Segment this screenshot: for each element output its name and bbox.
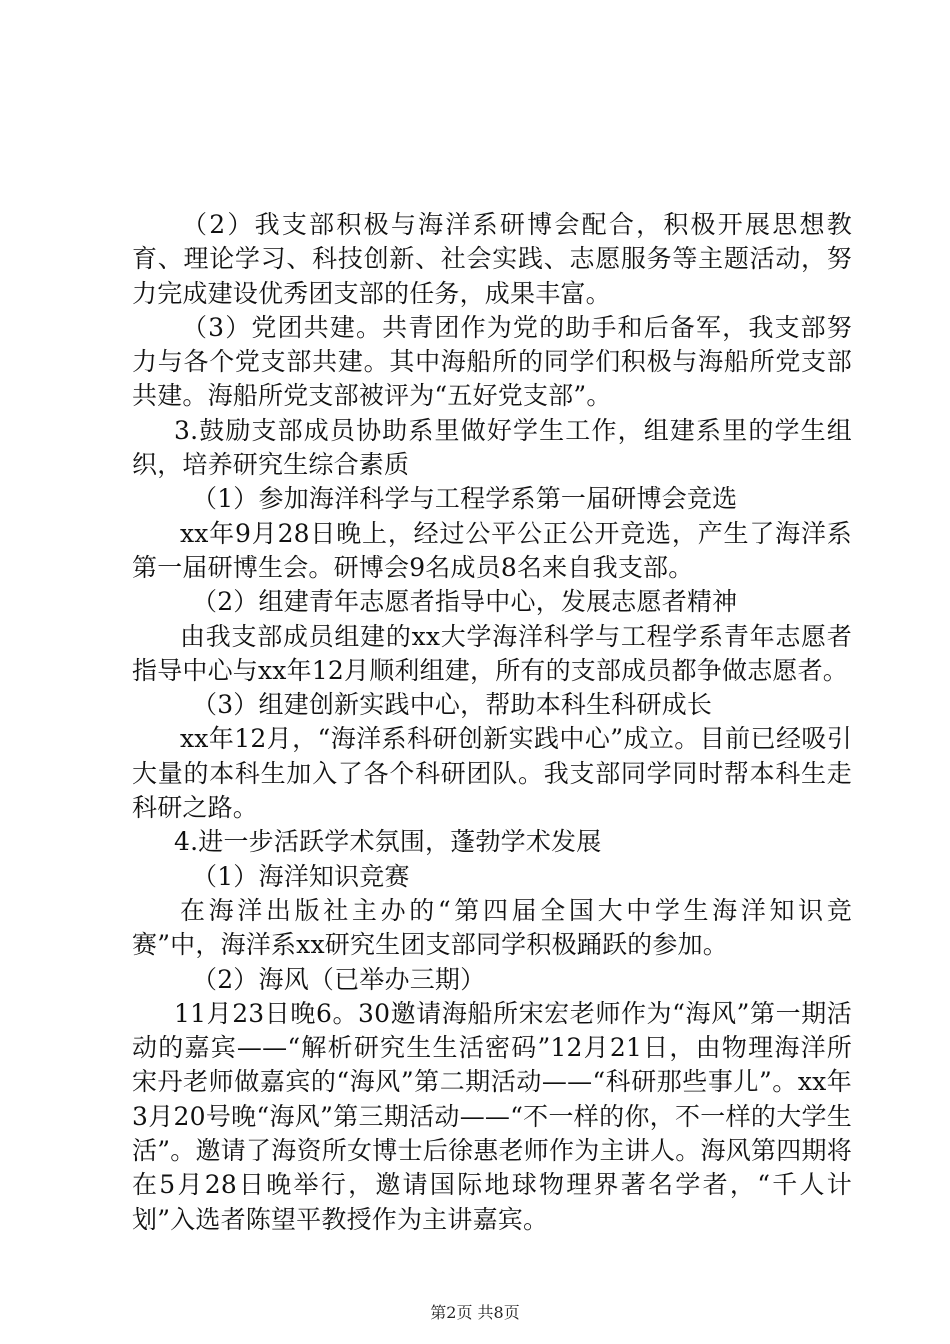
subheading-haifeng: （2）海风（已举办三期） [192,964,486,994]
subheading-ocean-quiz: （1）海洋知识竞赛 [192,861,410,891]
paragraph-haifeng: 11月23日晚6。30邀请海船所宋宏老师作为“海风”第一期活动的嘉宾——“解析研究生生活密码”12月21日，由物理海洋所宋丹老师做嘉宾的“海风”第二期活动——“科研那些事儿”。xx年3月20号晚“海风”第三期活动——“不一样的你，不一样的大学生活”。邀请了海资所女博士后徐惠老师作为主讲人。海风第四期将在5月28日晚举行，邀请国际地球物理界著名学者，“千人计划”入选者陈望平教授作为主讲嘉宾。 [132,998,852,1234]
section-heading-3: 3.鼓励支部成员协助系里做好学生工作，组建系里的学生组织，培养研究生综合素质 [132,415,852,480]
paragraph-party-league-joint-building: （3）党团共建。共青团作为党的助手和后备军，我支部努力与各个党支部共建。其中海船所的同学们积极与海船所党支部共建。海船所党支部被评为“五好党支部”。 [132,312,852,411]
page-footer: 第2页 共8页 [430,1303,520,1322]
subheading-volunteer-center: （2）组建青年志愿者指导中心，发展志愿者精神 [192,587,738,617]
subheading-election: （1）参加海洋科学与工程学系第一届研博会竞选 [192,484,738,514]
paragraph-ocean-quiz: 在海洋出版社主办的“第四届全国大中学生海洋知识竞赛”中，海洋系xx研究生团支部同学积极踊跃的参加。 [132,895,852,960]
paragraph-election: xx年9月28日晚上，经过公平公正公开竞选，产生了海洋系第一届研博生会。研博会9名成员8名来自我支部。 [132,518,852,582]
document-body [132,208,852,1237]
paragraph-volunteer-center: 由我支部成员组建的xx大学海洋科学与工程学系青年志愿者指导中心与xx年12月顺利组建，所有的支部成员都争做志愿者。 [132,621,852,685]
subheading-innovation-center: （3）组建创新实践中心，帮助本科生科研成长 [192,690,713,720]
paragraph-innovation-center: xx年12月，“海洋系科研创新实践中心”成立。目前已经吸引大量的本科生加入了各个科研团队。我支部同学同时帮本科生走科研之路。 [132,724,852,823]
paragraph-youth-league-cooperation: （2）我支部积极与海洋系研博会配合，积极开展思想教育、理论学习、科技创新、社会实践、志愿服务等主题活动，努力完成建设优秀团支部的任务，成果丰富。 [132,210,852,308]
section-heading-4: 4.进一步活跃学术氛围，蓬勃学术发展 [174,827,602,857]
